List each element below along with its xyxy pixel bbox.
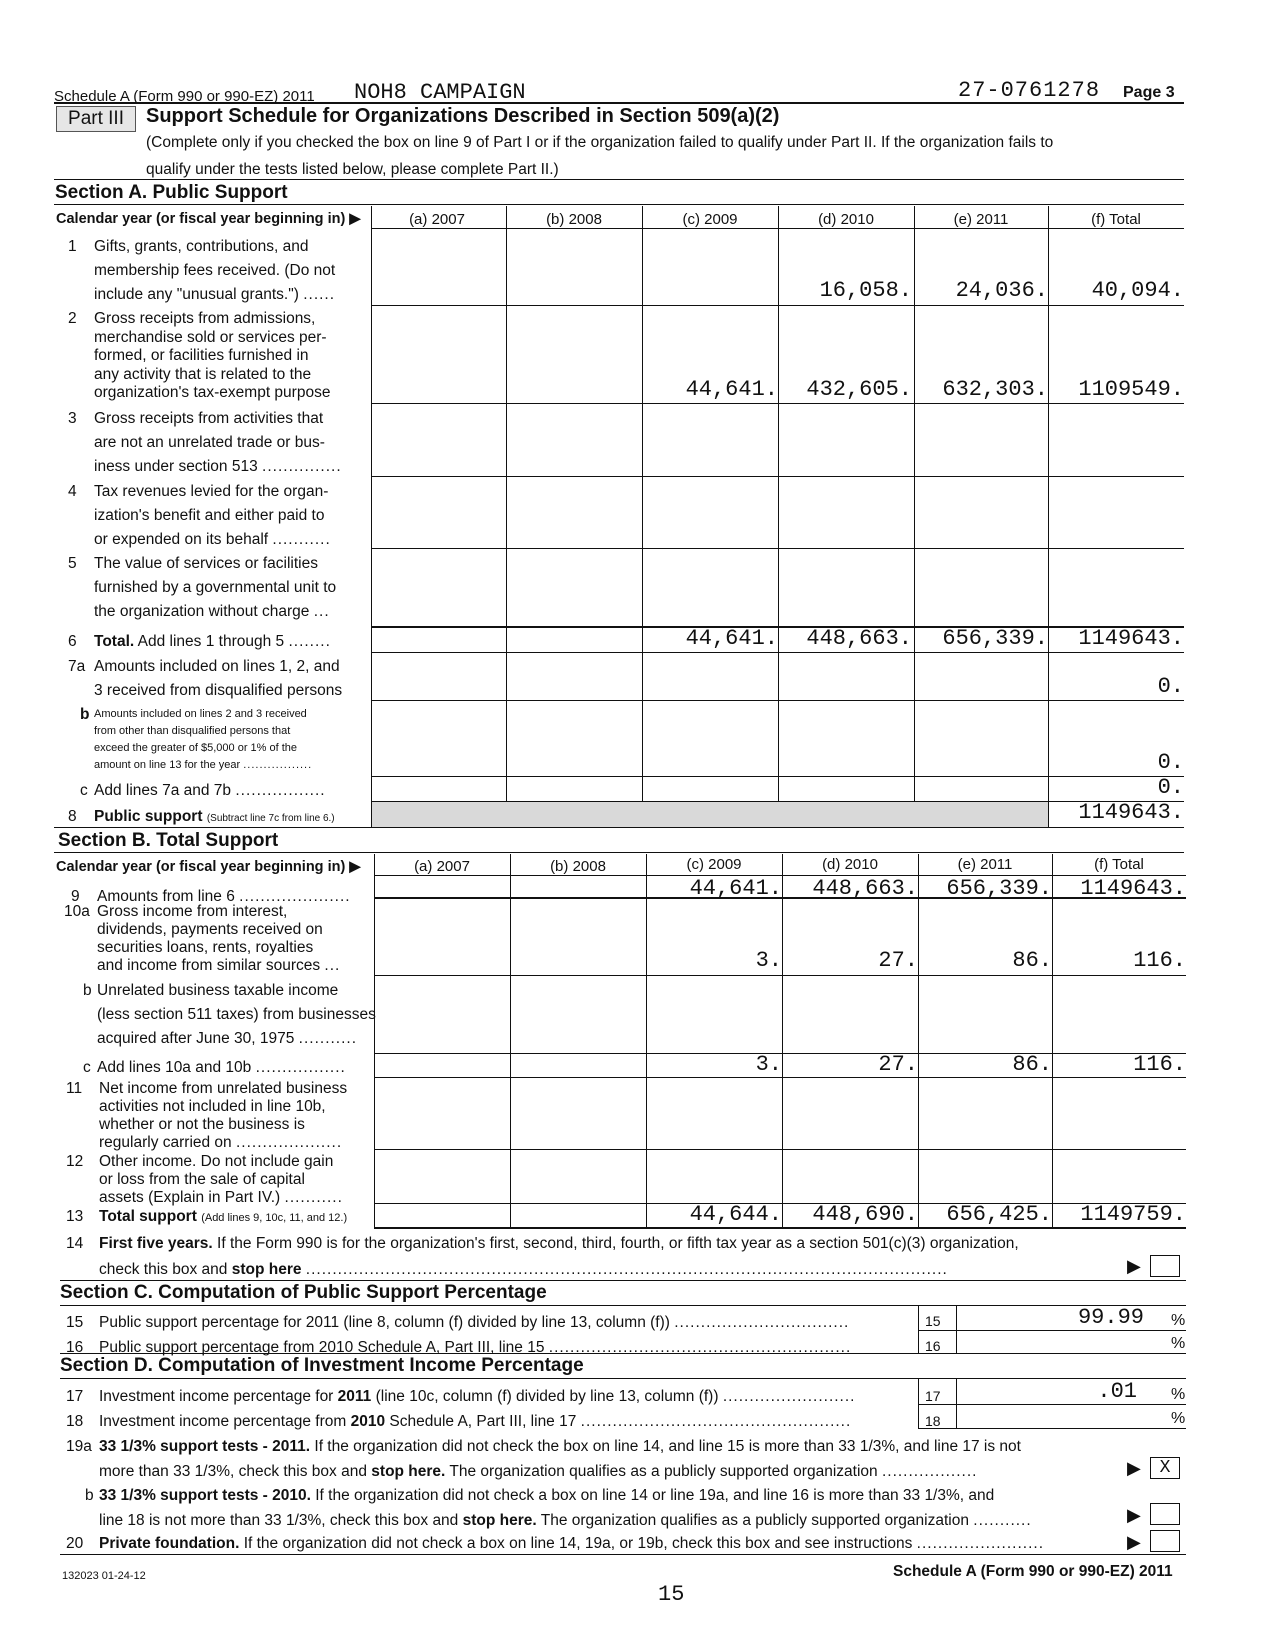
line-20-checkbox[interactable] [1150, 1530, 1180, 1552]
line-13-2009: 44,644. [689, 1202, 782, 1227]
section-a-calendar-year: Calendar year (or fiscal year beginning in) ▶ [56, 211, 361, 227]
line-10a-2011: 86. [1012, 948, 1052, 973]
line-1-label: 1 Gifts, grants, contributions, and membership fees received. (Do not include any "unusual grants.") ...... [68, 238, 336, 303]
line-7b-label: b Amounts included on lines 2 and 3 received from other than disqualified persons that exceed the greater of $5,000 or 1% of the amount on line 13 for the year ................. [80, 706, 313, 771]
header-org-name: NOH8 CAMPAIGN [354, 80, 526, 105]
line-7c-total: 0. [1157, 775, 1184, 800]
section-d-title: Section D. Computation of Investment Income Percentage [60, 1355, 584, 1376]
line-7b-total: 0. [1157, 750, 1184, 775]
line-9-2009: 44,641. [689, 876, 782, 901]
line-10a-label: 10a Gross income from interest, dividends, payments received on securities loans, rents, royalties and income from similar sources ... [64, 903, 341, 974]
line-3-label: 3 Gross receipts from activities that are not an unrelated trade or bus- iness under section 513 ............... [68, 410, 342, 475]
line-15-box: 15 [925, 1313, 941, 1329]
line-1-2011: 24,036. [955, 278, 1048, 303]
line-10b-label: b Unrelated business taxable income (less section 511 taxes) from businesses acquired after June 30, 1975 ........... [83, 982, 376, 1047]
line-16-label: 16 Public support percentage from 2010 Schedule A, Part III, line 15 ......................................................... [66, 1339, 852, 1356]
line-13-2010: 448,690. [812, 1202, 918, 1227]
line-6-2009: 44,641. [685, 626, 778, 651]
line-18-label: 18 Investment income percentage from 2010 Schedule A, Part III, line 17 ................................................... [66, 1413, 852, 1430]
line-15-label: 15 Public support percentage for 2011 (line 8, column (f) divided by line 13, column (f)) ................................. [66, 1314, 850, 1331]
line-19a-checkbox[interactable]: X [1150, 1457, 1180, 1479]
line-10c-total: 116. [1133, 1052, 1186, 1077]
line-18-box: 18 [925, 1413, 941, 1429]
line-9-2011: 656,339. [946, 876, 1052, 901]
line-17-percent: % [1171, 1386, 1186, 1403]
part-title: Support Schedule for Organizations Described in Section 509(a)(2) [146, 105, 780, 127]
footer-form: Schedule A (Form 990 or 990-EZ) 2011 [893, 1563, 1173, 1580]
line-10c-2011: 86. [1012, 1052, 1052, 1077]
col-f-total: (f) Total [1091, 211, 1141, 228]
section-b-calendar-year: Calendar year (or fiscal year beginning in) ▶ [56, 859, 361, 875]
line-9-total: 1149643. [1080, 876, 1186, 901]
col-b-2008: (b) 2008 [546, 211, 602, 228]
col-a-2007-b: (a) 2007 [414, 858, 470, 875]
line-13-label: 13 Total support (Add lines 9, 10c, 11, and 12.) [66, 1208, 348, 1225]
line-7c-label: c Add lines 7a and 7b ................. [80, 782, 326, 799]
col-c-2009-b: (c) 2009 [686, 856, 742, 873]
col-a-2007: (a) 2007 [409, 211, 465, 228]
arrow-right-icon: ▶ [349, 211, 361, 227]
line-15-value: 99.99 [1077, 1305, 1144, 1330]
line-7a-label: 7a Amounts included on lines 1, 2, and 3 received from disqualified persons [68, 658, 343, 699]
line-6-total: 1149643. [1078, 626, 1184, 651]
arrow-right-icon: ▶ [1127, 1256, 1141, 1276]
line-10c-label: c Add lines 10a and 10b ................. [83, 1059, 346, 1076]
line-6-2010: 448,663. [806, 626, 912, 651]
line-9-label: 9 Amounts from line 6 ..................... [71, 888, 351, 905]
line-8-total: 1149643. [1078, 800, 1184, 825]
line-17-label: 17 Investment income percentage for 2011 (line 10c, column (f) divided by line 13, column (f)) ......................... [66, 1388, 856, 1405]
line-20-label: 20 Private foundation. If the organization did not check a box on line 14, 19a, or 19b, check this box and see instructions ........................ [66, 1535, 1045, 1552]
line-12-label: 12 Other income. Do not include gain or loss from the sale of capital assets (Explain in Part IV.) ........... [66, 1153, 343, 1206]
line-2-total: 1109549. [1078, 377, 1184, 402]
section-a-title: Section A. Public Support [55, 182, 288, 203]
part-instructions-2: qualify under the tests listed below, please complete Part II.) [146, 161, 559, 178]
part-instructions-1: (Complete only if you checked the box on line 9 of Part I or if the organization failed to qualify under Part II. If the organization fails to [146, 134, 1054, 151]
col-d-2010-b: (d) 2010 [822, 856, 878, 873]
line-9-2010: 448,663. [812, 876, 918, 901]
line-10c-2010: 27. [878, 1052, 918, 1077]
line-15-percent: % [1171, 1312, 1186, 1329]
line-10a-2009: 3. [755, 948, 782, 973]
col-d-2010: (d) 2010 [818, 211, 874, 228]
line-16-box: 16 [925, 1338, 941, 1354]
line-1-2010: 16,058. [819, 278, 912, 303]
section-b-title: Section B. Total Support [58, 830, 279, 851]
line-8-label: 8 Public support (Subtract line 7c from line 6.) [68, 808, 335, 825]
line-14-label: 14 First five years. If the Form 990 is for the organization's first, second, third, fourth, or fifth tax year as a section 501(c)(3) organization, check this box and stop here ......................................................................................................................... [66, 1235, 1019, 1278]
line-10c-2009: 3. [755, 1052, 782, 1077]
col-e-2011: (e) 2011 [953, 211, 1009, 228]
line-5-label: 5 The value of services or facilities furnished by a governmental unit to the organization without charge ... [68, 555, 337, 620]
header-page: Page 3 [1123, 84, 1175, 101]
line-6-2011: 656,339. [942, 626, 1048, 651]
line-2-2009: 44,641. [685, 377, 778, 402]
line-19b-label: b 33 1/3% support tests - 2010. If the organization did not check a box on line 14 or line 19a, and line 16 is more than 33 1/3%, and line 18 is not more than 33 1/3%, check this box and stop here. The organization qualifies as a publicly supported organization ........... [85, 1487, 1032, 1529]
line-6-label: 6 Total. Add lines 1 through 5 ........ [68, 633, 331, 650]
col-f-total-b: (f) Total [1094, 856, 1144, 873]
line-2-2011: 632,303. [942, 377, 1048, 402]
header-ein: 27-0761278 [958, 78, 1101, 103]
arrow-right-icon: ▶ [1127, 1458, 1141, 1478]
line-10a-total: 116. [1133, 948, 1186, 973]
line-2-2010: 432,605. [806, 377, 912, 402]
line-17-value: .01 [1097, 1379, 1137, 1404]
line-14-checkbox[interactable] [1150, 1255, 1180, 1277]
line-1-total: 40,094. [1091, 278, 1184, 303]
page-number: 15 [658, 1582, 685, 1607]
header-schedule: Schedule A (Form 990 or 990-EZ) 2011 [54, 88, 315, 105]
line-16-percent: % [1171, 1335, 1186, 1352]
arrow-right-icon: ▶ [349, 859, 361, 875]
line-18-percent: % [1171, 1410, 1186, 1427]
line-17-box: 17 [925, 1388, 941, 1404]
col-c-2009: (c) 2009 [682, 211, 738, 228]
part-label: Part III [56, 106, 136, 132]
line-13-total: 1149759. [1080, 1202, 1186, 1227]
line-13-2011: 656,425. [946, 1202, 1052, 1227]
line-10a-2010: 27. [878, 948, 918, 973]
line-2-label: 2 Gross receipts from admissions, merchandise sold or services per- formed, or facilities furnished in any activity that is related to the organization's tax-exempt purpose [68, 310, 331, 401]
arrow-right-icon: ▶ [1127, 1532, 1141, 1552]
line-19b-checkbox[interactable] [1150, 1503, 1180, 1525]
col-e-2011-b: (e) 2011 [957, 856, 1013, 873]
line-7a-total: 0. [1157, 674, 1184, 699]
col-b-2008-b: (b) 2008 [550, 858, 606, 875]
line-11-label: 11 Net income from unrelated business activities not included in line 10b, whether or not the business is regularly carried on .................... [66, 1080, 348, 1151]
section-c-title: Section C. Computation of Public Support Percentage [60, 1282, 547, 1303]
line-19a-label: 19a 33 1/3% support tests - 2011. If the organization did not check the box on line 14, and line 15 is more than 33 1/3%, and line 17 is not more than 33 1/3%, check this box and stop here. The organization qualifies as a publicly supported organization .................. [66, 1438, 1021, 1480]
line-4-label: 4 Tax revenues levied for the organ- ization's benefit and either paid to or expended on its behalf ........... [68, 483, 331, 548]
footer-code: 132023 01-24-12 [62, 1570, 146, 1582]
arrow-right-icon: ▶ [1127, 1505, 1141, 1525]
